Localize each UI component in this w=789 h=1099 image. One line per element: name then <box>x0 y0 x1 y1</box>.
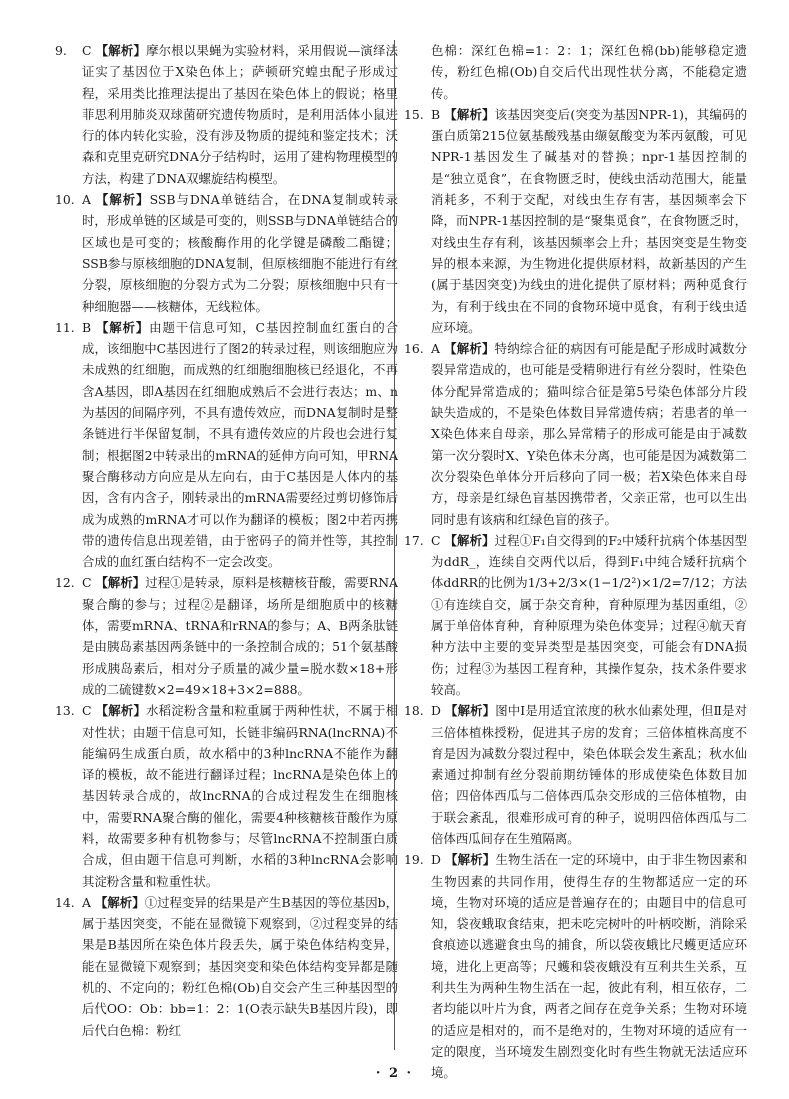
answer-item <box>55 40 398 189</box>
analysis-text: SSB与DNA单链结合，在DNA复制或转录时，形成单链的区域是可变的，则SSB与DNA单链结合的区域也是可变的；核酸酶作用的化学键是磷酸二酯键；SSB参与原核细胞的DNA复制，但原核细胞不能进行有丝分裂，原核细胞的分裂方式为二分裂；原核细胞中只有一种细胞器——核糖体，无线粒体。 <box>82 192 399 314</box>
left-column <box>55 40 398 1041</box>
analysis-text: 特纳综合征的病因有可能是配子形成时减数分裂异常造成的，也可能是受精卵进行有丝分裂时，性染色体分配异常造成的；猫叫综合征是第5号染色体部分片段缺失造成的，不是染色体数目异常遗传病；若患者的单一X染色体来自母亲，那么异常精子的形成可能是由于减数第一次分裂时X、Y染色体未分离，也可能是因为减数第二次分裂染色单体分开后移向了同一极；若X染色体来自母方，母亲是红绿色盲基因携带者，父亲正常，也可以生出同时患有该病和红绿色盲的孩子。 <box>431 341 748 527</box>
analysis-tag: 【解析】 <box>95 319 150 335</box>
analysis-text: 该基因突变后(突变为基因NPR-1)，其编码的蛋白质第215位氨基酸残基由缬氨酸变为苯丙氨酸，可见NPR-1基因发生了碱基对的替换；npr-1基因控制的是“独立觅食”，在食物匮乏时，使线虫活动范围大，能量消耗多，不利于交配，对线虫生存有害，基因频率会下降，而NPR-1基因控制的是“聚集觅食”，在食物匮乏时，对线虫生存有利，该基因频率会上升；基因突变是生物变异的根本来源，为生物进化提供原材料，故新基因的产生(属于基因突变)为线虫的进化提供了原材料；两种觅食行为，有利于线虫在不同的食物环境中觅食，有利于线虫适应环境。 <box>431 106 748 335</box>
analysis-text: 生物生活在一定的环境中，由于非生物因素和生物因素的共同作用，使得生存的生物都适应一定的环境，生物对环境的适应是普遍存在的；由题目中的信息可知，袋夜蛾取食结束，把未吃完树叶的叶柄咬断，消除采食痕迹以逃避食虫鸟的捕食，所以袋夜蛾比尺蠖更适应环境，进化上更高等；尺蠖和袋夜蛾没有互利共生关系，互利共生为两种生物生活在一起，彼此有利，相互依存，二者均能以叶片为食，两者之间存在竞争关系；生物对环境的适应是相对的，而不是绝对的，生物对环境的适应有一定的限度，当环境发生剧烈变化时有些生物就无法适应环境。 <box>431 852 748 1081</box>
analysis-tag: 【解析】 <box>445 703 496 719</box>
answer-item <box>404 338 747 530</box>
answer-item <box>404 40 747 104</box>
analysis-text: 图中Ⅰ是用适宜浓度的秋水仙素处理，但Ⅱ是对三倍体植株授粉，促进其子房的发育；三倍体植株高度不育是因为减数分裂过程中，染色体联会发生紊乱；秋水仙素通过抑制有丝分裂前期纺锤体的形成使染色体数目加倍；四倍体西瓜与二倍体西瓜杂交形成的三倍体植物，由于联会紊乱，很难形成可育的种子，说明四倍体西瓜与二倍体西瓜间存在生殖隔离。 <box>431 703 748 846</box>
analysis-tag: 【解析】 <box>444 106 495 122</box>
answer-letter: B <box>431 106 445 122</box>
analysis-tag: 【解析】 <box>95 192 150 208</box>
answer-letter: A <box>431 341 445 357</box>
answer-item <box>55 700 398 892</box>
right-column <box>404 40 747 1084</box>
analysis-text: 色棉：深红色棉=1：2：1；深红色棉(bb)能够稳定遗传，粉红色棉(Ob)自交后代出现性状分离，不能稳定遗传。 <box>431 43 747 101</box>
answer-item <box>55 189 398 317</box>
answer-letter: A <box>82 192 96 208</box>
page-number: · 2 · <box>375 1066 414 1081</box>
analysis-tag: 【解析】 <box>95 575 146 591</box>
answer-item <box>55 572 398 700</box>
analysis-text: 由题干信息可知，C基因控制血红蛋白的合成，该细胞中C基因进行了图2的转录过程，则该细胞应为未成熟的红细胞，而成熟的红细胞细胞核已经退化，不再含A基因，即A基因在红细胞成熟后不会进行表达；m、n为基因的间隔序列，不具有遗传效应，而DNA复制时是整条链进行半保留复制，不具有遗传效应的片段也会进行复制；根据图2中转录出的mRNA的延伸方向可知，甲RNA聚合酶移动方向应是从左向右，由于C基因是人体内的基因，含有内含子，刚转录出的mRNA需要经过剪切修饰后成为成熟的mRNA才可以作为翻译的模板；图2中若丙携带的遗传信息出现差错，由于密码子的简并性等，其控制合成的血红蛋白结构不一定会改变。 <box>82 319 399 570</box>
question-number: 10. <box>55 192 75 208</box>
answer-letter: D <box>431 852 446 868</box>
analysis-text: 摩尔根以果蝇为实验材料，采用假说—演绎法证实了基因位于X染色体上；萨顿研究蝗虫配子形成过程，采用类比推理法提出了基因在染色体上的假说；格里菲思利用肺炎双球菌研究遗传物质时，是利用活体小鼠进行的体内转化实验，没有涉及物质的提纯和鉴定技术；沃森和克里克研究DNA分子结构时，运用了建构物理模型的方法，构建了DNA双螺旋结构模型。 <box>82 43 399 186</box>
analysis-text: 水稻淀粉含量和粒重属于两种性状，不属于相对性状；由题干信息可知，长链非编码RNA(lncRNA)不能编码生成蛋白质，故水稻中的3种lncRNA不能作为翻译的模板，故不能进行翻译过程；lncRNA是染色体上的基因转录合成的，故lncRNA的合成过程发生在细胞核中，需要RNA聚合酶的催化，需要4种核糖核苷酸作为原料，故需要多种有机物参与；尽管lncRNA不控制蛋白质合成，但由题干信息可判断，水稻的3种lncRNA会影响其淀粉含量和粒重性状。 <box>82 703 399 889</box>
question-number: 16. <box>404 341 424 357</box>
answer-item <box>404 104 747 338</box>
question-number: 11. <box>55 319 75 335</box>
analysis-tag: 【解析】 <box>445 852 496 868</box>
analysis-text: ①过程变异的结果是产生B基因的等位基因b，属于基因突变，不能在显微镜下观察到，②过程变异的结果是B基因所在染色体片段丢失，属于染色体结构变异，能在显微镜下观察到；基因突变和染色体结构变异都是随机的、不定向的；粉红色棉(Ob)自交会产生三种基因型的后代OO：Ob：bb=1：2：1(O表示缺失B基因片段)，即后代白色棉：粉红 <box>82 894 399 1038</box>
question-number: 13. <box>55 703 75 719</box>
answer-letter: C <box>82 43 96 58</box>
answer-letter: C <box>431 532 445 548</box>
question-number: 9. <box>55 43 67 58</box>
answer-letter: C <box>82 575 96 591</box>
analysis-tag: 【解析】 <box>444 341 495 357</box>
question-number: 15. <box>404 106 424 122</box>
analysis-tag: 【解析】 <box>95 703 147 719</box>
answer-item <box>404 530 747 700</box>
question-number: 18. <box>404 703 424 719</box>
analysis-text: 过程①F₁自交得到的F₂中矮秆抗病个体基因型为ddR_，连续自交两代以后，得到F₁中纯合矮秆抗病个体ddRR的比例为1/3+2/3×(1−1/2²)×1/2=7/12；方法①有连续自交，属于杂交育种，育种原理为基因重组，②属于单倍体育种，育种原理为染色体变异；过程④航天育种方法中主要的变异类型是基因突变，可能会有DNA损伤；过程③为基因工程育种，其操作复杂，技术条件要求较高。 <box>431 532 748 697</box>
answer-letter: B <box>82 319 96 335</box>
answer-item <box>404 700 747 849</box>
analysis-tag: 【解析】 <box>94 894 145 910</box>
answer-letter: D <box>431 703 446 719</box>
answer-letter: A <box>82 894 95 910</box>
answer-letter: C <box>82 703 96 719</box>
question-number: 17. <box>404 532 424 548</box>
analysis-tag: 【解析】 <box>95 43 147 58</box>
column-divider <box>394 40 395 1050</box>
analysis-tag: 【解析】 <box>444 532 495 548</box>
question-number: 19. <box>404 852 424 868</box>
question-number: 12. <box>55 575 75 591</box>
question-number: 14. <box>55 894 75 910</box>
answer-item <box>55 317 398 573</box>
answer-item <box>404 849 747 1083</box>
analysis-text: 过程①是转录，原料是核糖核苷酸，需要RNA聚合酶的参与；过程②是翻译，场所是细胞质中的核糖体，需要mRNA、tRNA和rRNA的参与；A、B两条肽链是由胰岛素基因两条链中的一条控制合成的；51个氨基酸形成胰岛素后，相对分子质量的减少量=脱水数×18+形成的二硫键数×2=49×18+3×2=888。 <box>82 575 399 697</box>
answer-item <box>55 892 398 1041</box>
